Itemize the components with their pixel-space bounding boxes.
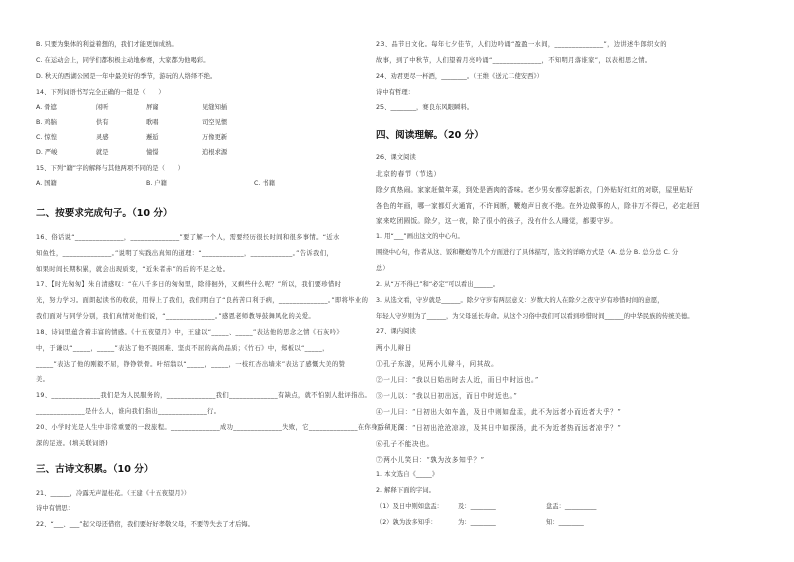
- q18-line-1: 18、诗词里蕴含着丰富的情感。《十五夜望月》中，王建以“_____、_____”表达他的思念之情《石灰吟》: [36, 329, 343, 336]
- passage2-line-7: ⑦两小儿笑曰：“孰为汝多知乎？”: [376, 456, 485, 464]
- q19-line-1: 19、______________我们是为人民服务的，______________我们______________有缺点，就不怕别人批评指出。: [36, 392, 372, 399]
- q15-stem: 15、下列“籍”字的解释与其他两项不同的是（ ）: [36, 165, 185, 172]
- passage-line-1: 除夕真热闹。家家赶做年菜，到处是酒肉的香味。老少男女都穿起新衣，门外贴好红红的对联，屋里贴好: [376, 186, 694, 194]
- q13-option-b: B. 只要为集体的利益着想的，我们才能更加成熟。: [36, 41, 178, 48]
- q16-line-3: 如果时间长期积累，就会出现质变，“近朱者赤”的后的不足之处。: [36, 266, 230, 273]
- q13-option-c: C. 在运动会上，同学们都积极主动地参赛，大家都为他喝彩。: [36, 57, 210, 64]
- q25-line: 25、________，赛良东风眼瞬料。: [376, 104, 474, 111]
- q26-title: 26、课文阅读: [376, 154, 416, 161]
- passage2-line-2: ②一儿曰：“我以日始出时去人近，而日中时远也。”: [376, 376, 539, 384]
- reading-q1-detail: 围绕中心句，作者从这、饭和鞭炮等几个方面进行了具体描写，选文的详略方式是（A. 总分 B. 总分总 C. 分: [376, 249, 679, 256]
- reading-q1-detail-2: 总）: [376, 265, 389, 272]
- vocab-1-b: 盘盂：__________: [546, 503, 597, 510]
- q15-c: C. 书籍: [254, 180, 275, 187]
- q23-line-1: 23、品节日文化。每年七夕佳节，人们边吟诵“盈盈一水间，______________”，边讲述牛郎织女的: [376, 41, 667, 48]
- q13-option-d: D. 秋天的西湖公园是一年中最美好的季节，游玩的人络绎不绝。: [36, 73, 217, 80]
- q14-c-4: 万像更新: [202, 134, 228, 141]
- q14-a-2: 闲听: [96, 104, 109, 111]
- q14-b-2: 供有: [96, 119, 109, 126]
- reading-q3: 3. 从选文看，守岁就是______。除夕守岁有两层意义：岁数大的人在除夕之夜守岁有珍惜时间的意愿，: [376, 297, 664, 304]
- passage2-line-1: ①孔子东游，见两小儿辩斗，问其故。: [376, 360, 499, 368]
- q27-sub1: 1. 本文选自《_____》: [376, 471, 439, 478]
- q17-line-3: 我们面对与同学分别，我们真情对他们说，“______________。”感恩老师教导鼓舞风化的关爱。: [36, 313, 316, 320]
- q18-line-2: 中，于谦以“_____，_____”表达了他不畏困难、坚贞不屈的高尚品质；《竹石》中，郑板以“_____，: [36, 345, 329, 352]
- section3-title: 三、古诗文积累。（10 分）: [36, 464, 154, 475]
- q14-a-4: 见缝知插: [202, 104, 228, 111]
- q27-sub2: 2. 解释下面的字词。: [376, 487, 435, 494]
- q14-b-1: B. 鸡脑: [36, 119, 57, 126]
- vocab-1-a: 及：________: [458, 503, 496, 510]
- q20-line-2: 深的足迹。(填关联词语): [36, 440, 109, 447]
- q14-stem: 14、下列词语书写完全正确的一组是（ ）: [36, 89, 165, 96]
- q19-line-2: ______________是什么人，谁向我们指出______________行。: [36, 408, 221, 415]
- reading-q3-cont: 年轻人守岁则为了______，为父母延长寿命。从这个习俗中我们可以看到珍惜时间______的中华民族的传统美德。: [376, 313, 694, 320]
- passage-title: 北京的春节（节选）: [376, 170, 441, 178]
- q14-c-2: 灵感: [96, 134, 109, 141]
- q16-line-2: 知鱼性，______________。”说明了实践出真知的道理：“____________，____________。”告诉我们，: [36, 250, 334, 257]
- q23-line-2: 故事，到了中秋节，人们望着月亮吟诵“______________，不知明月落谁家”，以表相思之情。: [376, 57, 652, 64]
- q20-line-1: 20、小学时光是人生中非常重要的一段旅程。______________成功______________失败，它______________在你身后留下深: [36, 424, 405, 431]
- q24-subhead: 诗中有哲理：: [376, 89, 415, 96]
- section2-title: 二、按要求完成句子。（10 分）: [36, 208, 173, 219]
- q17-line-2: 光，努力学习。面朗起读书的收获，用得上了我们，我们明白了“良药苦口利于病，______________。”即将毕业的: [36, 297, 369, 304]
- passage2-title: 两小儿辩日: [376, 344, 412, 352]
- q14-d-2: 就是: [96, 149, 109, 156]
- q14-b-4: 司空见惯: [202, 119, 228, 126]
- passage2-line-6: ⑥孔子不能决也。: [376, 440, 434, 448]
- q15-a: A. 国籍: [36, 180, 57, 187]
- q16-line-1: 16、俗话说“______________，______________”要了解一个人，需要经历很长时间和很多事情。“近水: [36, 234, 340, 241]
- q18-line-4: 美。: [36, 376, 50, 383]
- q21-subhead: 诗中有情思：: [36, 505, 75, 512]
- q14-d-4: 追根求源: [202, 149, 228, 156]
- vocab-2-b: 知：________: [546, 519, 584, 526]
- section4-title: 四、阅读理解。（20 分）: [376, 130, 484, 141]
- q24-line: 24、劝君更尽一杯酒，________。（王维《送元二使安西》）: [376, 73, 544, 80]
- q21-line: 21、______，冷露无声湿桂花。（王建《十五夜望月》）: [36, 490, 191, 497]
- passage2-line-4: ④一儿曰：“日初出大如车盖，及日中则如盘盂，此不为远者小而近者大乎？”: [376, 408, 622, 416]
- q14-a-1: A. 骨遮: [36, 104, 57, 111]
- vocab-2-a: 为：________: [458, 519, 496, 526]
- q14-b-3: 歌唱: [146, 119, 159, 126]
- passage-line-2: 各色的年画，哪一家都灯火通宵，不许间断，鞭炮声日夜不绝。在外边做事的人，除非万不得已，必定赶回: [376, 202, 701, 210]
- q15-b: B. 户籍: [146, 180, 167, 187]
- passage2-line-5: ⑤一儿曰：“日初出沧沧凉凉，及其日中如探汤，此不为近者热而远者凉乎？”: [376, 424, 622, 432]
- q14-d-3: 憧憬: [146, 149, 159, 156]
- reading-q1: 1. 用“___”画出这文的中心句。: [376, 233, 464, 240]
- q17-line-1: 17、【时光匆匆】朱自清感叹：“在八千多日的匆匆里，除徘徊外，又剩些什么呢？”所以，我们要珍惜时: [36, 281, 342, 288]
- q14-c-3: 邂逅: [146, 134, 159, 141]
- q27-title: 27、课内阅读: [376, 328, 416, 335]
- reading-q2: 2. 从“万不得已”和“必定”可以看出______。: [376, 281, 500, 288]
- q18-line-3: _____”表达了他的刚毅不屈，铮铮铁骨。叶绍翁以“_____，_____，一枝红杏出墙来”表达了感慨大美的赞: [36, 361, 346, 368]
- q14-a-3: 屏窿: [146, 104, 159, 111]
- vocab-2-label: （2）孰为汝多知乎：: [376, 519, 437, 526]
- passage-line-3: 家来吃团圆饭。除夕，这一夜，除了很小的孩子，没有什么人睡觉，都要守岁。: [376, 217, 618, 225]
- q14-d-1: D. 严峻: [36, 149, 58, 156]
- passage2-line-3: ③一儿以：“我以日初出远，而日中时近也。”: [376, 392, 518, 400]
- q22-line: 22、“___、___”起父母还借宿，我们要好好孝敬父母，不要等失去了才后悔。: [36, 521, 254, 528]
- q14-c-1: C. 惊惶: [36, 134, 57, 141]
- vocab-1-label: （1）及日中则如盘盂：: [376, 503, 443, 510]
